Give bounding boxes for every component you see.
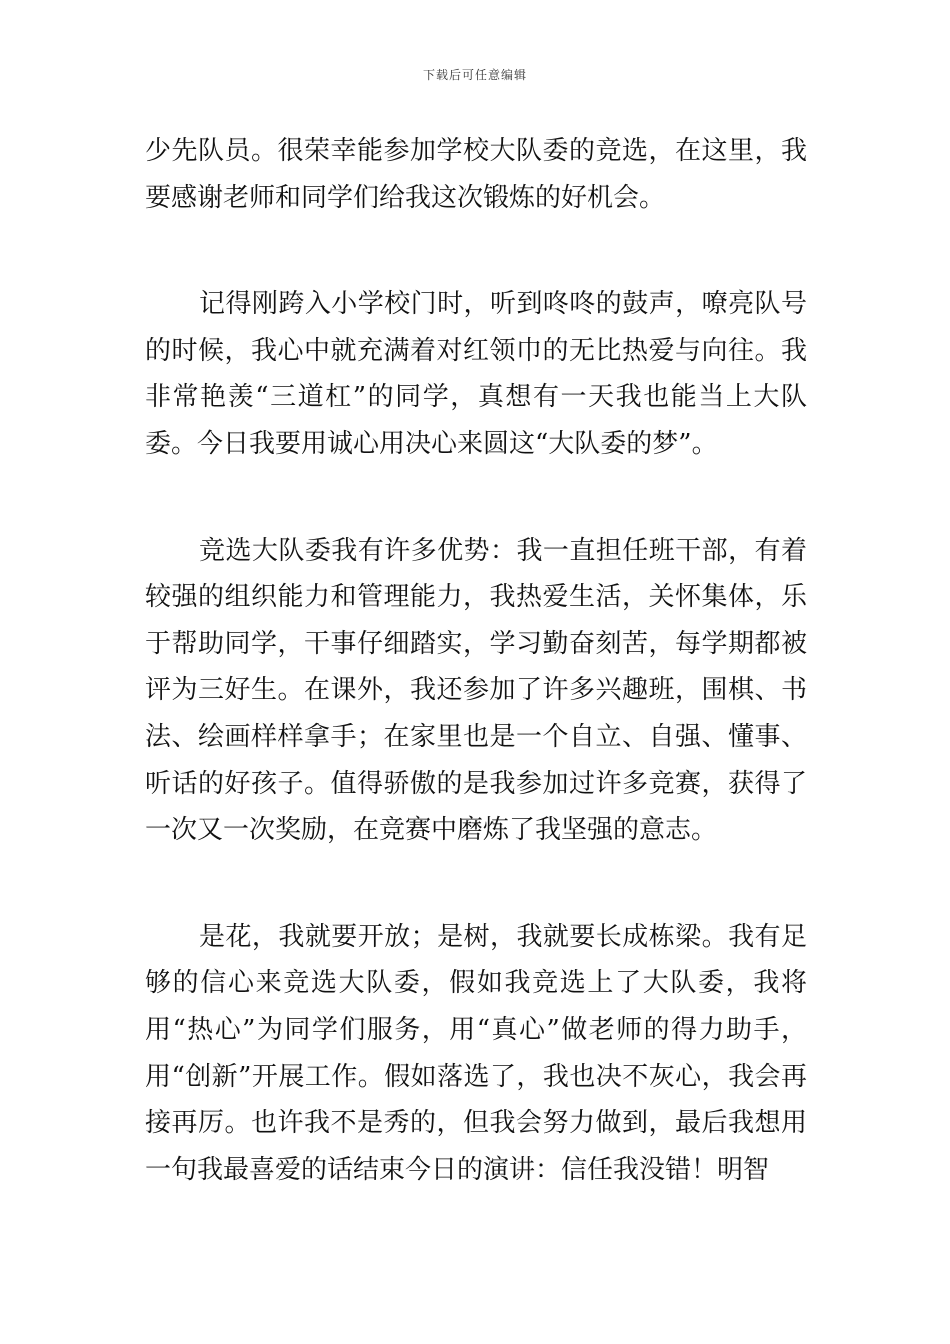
- paragraph-1: 少先队员。很荣幸能参加学校大队委的竞选，在这里，我要感谢老师和同学们给我这次锻炼的好机会。: [145, 136, 807, 213]
- page-header-note: 下载后可任意编辑: [422, 68, 527, 82]
- paragraph-4: 是花，我就要开放；是树，我就要长成栋梁。我有足够的信心来竞选大队委，假如我竞选上了大队委，我将用“热心”为同学们服务，用“真心”做老师的得力助手，用“创新”开展工作。假如落选了，我也决不灰心，我会再接再厉。也许我不是秀的，但我会努力做到，最后我想用一句我最喜爱的话结束今日的演讲：信任我没错！明智: [145, 921, 807, 1185]
- document-body: [145, 128, 807, 1253]
- paragraph-3: 竞选大队委我有许多优势：我一直担任班干部，有着较强的组织能力和管理能力，我热爱生活，关怀集体，乐于帮助同学，干事仔细踏实，学习勤奋刻苦，每学期都被评为三好生。在课外，我还参加了许多兴趣班，围棋、书法、绘画样样拿手；在家里也是一个自立、自强、懂事、听话的好孩子。值得骄傲的是我参加过许多竞赛，获得了一次又一次奖励，在竞赛中磨炼了我坚强的意志。: [145, 535, 807, 846]
- paragraph-2: 记得刚跨入小学校门时，听到咚咚的鼓声，嘹亮队号的时候，我心中就充满着对红领巾的无比热爱与向往。我非常艳羡“三道杠”的同学，真想有一天我也能当上大队委。今日我要用诚心用决心来圆这“大队委的梦”。: [145, 289, 807, 459]
